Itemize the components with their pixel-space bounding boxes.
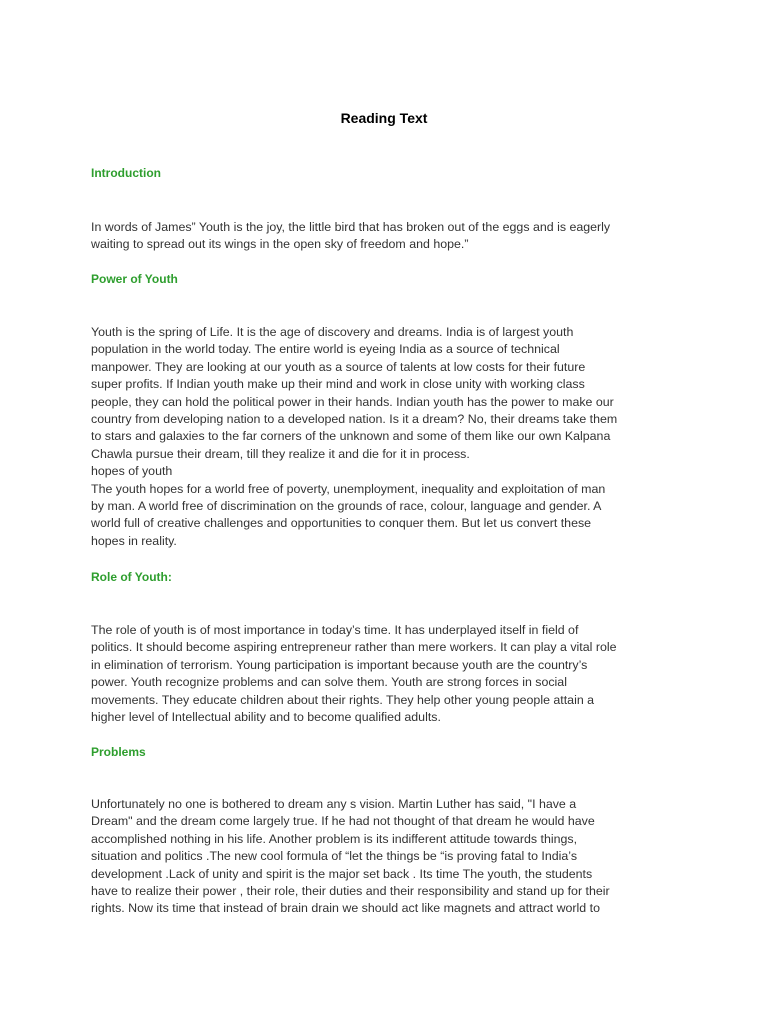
document-title: Reading Text — [340, 110, 428, 126]
text-line: politics. It should become aspiring entrepreneur rather than mere workers. It can play a vital role — [91, 640, 617, 655]
text-line: The role of youth is of most importance in today’s time. It has underplayed itself in field of — [91, 623, 579, 637]
text-line: country from developing nation to a developed nation. Is it a dream? No, their dreams take them — [91, 412, 618, 427]
text-line: have to realize their power , their role, their duties and their responsibility and stand up for their — [91, 884, 610, 899]
subheading-hopes-of-youth: hopes of youth — [91, 464, 173, 479]
section-paragraph-role-of-youth — [91, 622, 681, 726]
text-line: Chawla pursue their dream, till they realize it and die for it in process. — [91, 446, 470, 461]
text-line: development .Lack of unity and spirit is the major set back . Its time The youth, the students — [91, 866, 593, 881]
section-heading-role-of-youth: Role of Youth: — [91, 570, 172, 584]
text-line: movements. They educate children about their rights. They help other young people attain a — [91, 692, 595, 707]
section-paragraph-problems — [91, 796, 681, 918]
text-line: rights. Now its time that instead of brain drain we should act like magnets and attract world to — [91, 901, 600, 916]
text-line: super profits. If Indian youth make up their mind and work in close unity with working class — [91, 377, 585, 392]
text-line: Youth is the spring of Life. It is the age of discovery and dreams. India is of largest youth — [91, 325, 574, 339]
text-line: higher level of Intellectual ability and to become qualified adults. — [91, 710, 441, 725]
section-heading-power-of-youth: Power of Youth — [91, 272, 178, 286]
text-line: in elimination of terrorism. Young participation is important because youth are the country’s — [91, 657, 588, 672]
text-line: hopes in reality. — [91, 533, 177, 548]
text-line: to stars and galaxies to the far corners of the unknown and some of them like our own Kalpana — [91, 429, 611, 444]
text-line: population in the world today. The entire world is eyeing India as a source of technical — [91, 342, 560, 357]
text-line: by man. A world free of discrimination on the grounds of race, colour, language and gender. A — [91, 499, 602, 514]
text-line: waiting to spread out its wings in the open sky of freedom and hope.” — [91, 237, 469, 252]
text-line: In words of James” Youth is the joy, the little bird that has broken out of the eggs and is eagerly — [91, 220, 611, 234]
section-heading-problems: Problems — [91, 745, 146, 759]
section-heading-introduction: Introduction — [91, 166, 161, 180]
text-line: manpower. They are looking at our youth as a source of talents at low costs for their future — [91, 359, 586, 374]
text-line: power. Youth recognize problems and can solve them. Youth are strong forces in social — [91, 675, 567, 690]
text-line: world full of creative challenges and opportunities to conquer them. But let us convert these — [91, 516, 592, 531]
text-line: people, they can hold the political power in their hands. Indian youth has the power to make our — [91, 394, 614, 409]
text-line: accomplished nothing in his life. Another problem is its indifferent attitude towards things, — [91, 831, 578, 846]
section-paragraph-power-of-youth — [91, 324, 681, 550]
section-paragraph-introduction — [91, 219, 681, 254]
text-line: Unfortunately no one is bothered to dream any s vision. Martin Luther has said, "I have a — [91, 797, 577, 811]
text-line: situation and politics .The new cool formula of “let the things be “is proving fatal to India’s — [91, 849, 578, 864]
text-line: Dream" and the dream come largely true. If he had not thought of that dream he would have — [91, 814, 595, 829]
text-line: The youth hopes for a world free of poverty, unemployment, inequality and exploitation of man — [91, 481, 606, 496]
